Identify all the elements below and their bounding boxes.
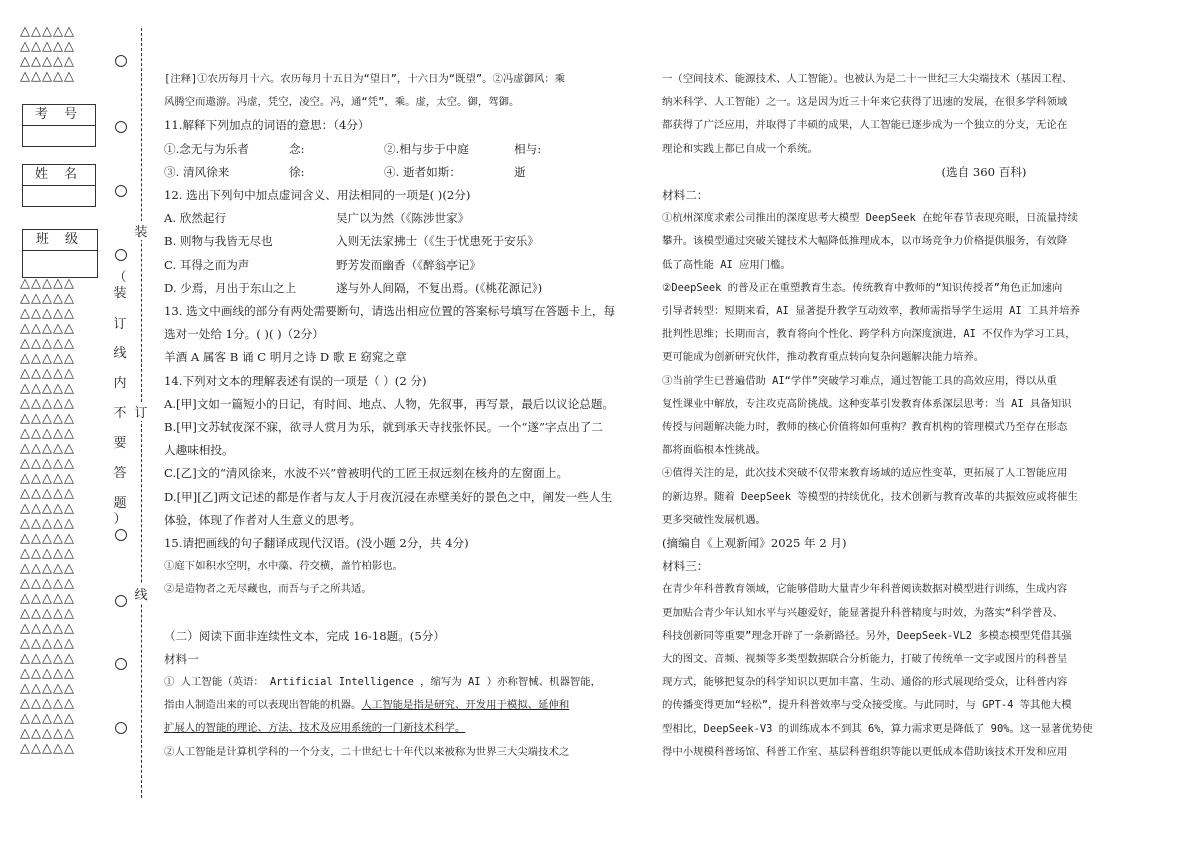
underlined-text: 人工智能是指是研究、开发用于模拟、延伸和: [361, 699, 570, 712]
material-2-text: ④值得关注的是，此次技术突破不仅带来教育场域的适应性变革，更拓展了人工智能应用: [662, 467, 1068, 480]
class-box: [22, 229, 98, 278]
notice-char: 不: [113, 406, 127, 421]
class-field[interactable]: [23, 251, 97, 277]
notice-char: 题: [113, 496, 127, 511]
q12-option: [164, 254, 638, 277]
notice-char: 内: [113, 376, 127, 391]
material-1-text: ① 人工智能（英语： Artificial Intelligence ，缩写为 AI ）亦称智械、机器智能，: [164, 676, 602, 689]
material-2-text: 攀升。该模型通过突破关键技术大幅降低推理成本，以市场竞争力价格提供服务，有效降: [662, 235, 1068, 248]
notice-char: 答: [113, 466, 127, 481]
q14-option: D.[甲][乙]两文记述的都是作者与友人于月夜沉浸在赤壁美好的景色之中，阐发一些人生: [164, 489, 613, 504]
exam-number-box: [22, 104, 96, 147]
spacer: [164, 602, 638, 625]
binding-hole: [115, 55, 127, 67]
q14-option: 人趣味相投。: [164, 443, 234, 458]
material-2-text: 更多突破性发展机遇。: [662, 513, 766, 526]
q14-option: B.[甲]文苏轼夜深不寐，欲寻人赏月为乐，就到承天寺找张怀民。一个“遂”字点出了二: [164, 420, 603, 435]
material-3-text: 大的图文、音频、视频等多类型数据联合分析能力，打破了传统单一文字或图片的科普呈: [662, 653, 1068, 666]
notice-char: 线: [113, 346, 127, 361]
notice-char: 装: [113, 286, 127, 301]
q11-item: ①.念无与为乐者: [164, 141, 249, 156]
question-14: 14.下列对文本的理解表述有误的一项是（ ）(2 分): [164, 373, 427, 388]
class-label: 班 级: [23, 230, 97, 251]
material-3-text: 科技创新同等重要”理念开辟了一条新路径。另外，DeepSeek-VL2 多模态模型凭借其强: [662, 629, 1072, 642]
q14-option: 体验，体现了作者对人生意义的思考。: [164, 512, 362, 527]
question-11: 11.解释下列加点的词语的意思：（4分）: [164, 118, 370, 133]
question-12: 12. 选出下列句中加点虚词含义、用法相同的一项是( )(2分): [164, 188, 471, 203]
material-2-text: 的新边界。随着 DeepSeek 等模型的持续优化，技术创新与教育改革的共振效应或将催生: [662, 490, 1078, 503]
name-label: 姓 名: [23, 165, 95, 186]
material-2-text: ③当前学生已普遍借助 AI“学伴”突破学习难点，通过智能工具的高效应用，得以从重: [662, 374, 1057, 387]
q15-sentence: ②是造物者之无尽藏也，而吾与子之所共适。: [164, 583, 372, 596]
underlined-text: 扩展人的智能的理论、方法、技术及应用系统的一门新技术科学。: [164, 722, 466, 735]
material-2-text: 引导者转型：短期来看，AI 显著提升教学互动效率，教师需指导学生运用 AI 工具并培养: [662, 305, 1080, 318]
q11-item: ③. 清风徐来: [164, 164, 230, 179]
notice-char: 要: [113, 436, 127, 451]
name-box: [22, 164, 96, 207]
q11-item: 徐:: [289, 164, 305, 179]
material-2-text: 低了高性能 AI 应用门槛。: [662, 258, 791, 271]
material-1-text: 理论和实践上都已自成一个系统。: [662, 142, 818, 155]
q11-row: [164, 161, 638, 184]
binding-hole: [115, 595, 127, 607]
q12-option: [164, 277, 638, 300]
q14-option: C.[乙]文的“清风徐来，水波不兴”曾被明代的工匠王叔远刻在核舟的左窗面上。: [164, 466, 569, 481]
material-2-text: 都将面临根本性挑战。: [662, 444, 766, 457]
option-label: C. 耳得之而为声: [164, 257, 250, 272]
note-line: 风腾空而遨游。冯虚，凭空，凌空。冯，通“凭”，乘。虚，太空。御，驾御。: [164, 96, 520, 109]
notice-char: 订: [113, 317, 127, 332]
material-1-text: [164, 694, 638, 717]
question-13: 13. 选文中画线的部分有两处需要断句，请选出相应位置的答案标号填写在答题卡上，每: [164, 304, 616, 319]
material-2-text: 复性课业中解放，专注攻克高阶挑战。这种变革引发教育体系深层思考：当 AI 具备知识: [662, 397, 1072, 410]
binding-hole: [115, 249, 127, 261]
source-note: (摘编自《上观新闻》2025 年 2 月): [662, 536, 847, 551]
material-2-heading: 材料二：: [662, 188, 709, 203]
triangle-pattern-top: △△△△△ △△△△△ △△△△△ △△△△△: [20, 24, 75, 84]
option-label: B. 则物与我皆无尽也: [164, 234, 273, 249]
text-span: 指由人制造出来的可以表现出智能的机器。: [164, 699, 362, 712]
binding-hole: [115, 529, 127, 541]
binding-hole: [115, 722, 127, 734]
material-3-text: 型相比，DeepSeek-V3 的训练成本不到其 6%，算力需求更是降低了 90%。这一显著优势使: [662, 722, 1093, 735]
option-text: 入则无法家拂士（《生于忧患死于安乐》: [336, 234, 539, 249]
exam-number-label: 考 号: [23, 105, 95, 126]
seal-char: 线: [134, 584, 148, 603]
seal-char: 装: [134, 221, 148, 240]
q11-item: 逝: [514, 164, 526, 179]
q12-option: [164, 230, 638, 253]
material-2-text: 传授与问题解决能力时，教师的核心价值将如何重构？教育机构的管理模式乃至存在形态: [662, 421, 1068, 434]
material-3-text: 现方式，能够把复杂的科学知识以更加丰富、生动、通俗的形式展现给受众，让科普内容: [662, 676, 1068, 689]
option-text: 吴广以为然（《陈涉世家》: [336, 211, 470, 226]
material-1-text: 一（空间技术、能源技术、人工智能）。也被认为是二十一世纪三大尖端技术（基因工程、: [662, 73, 1073, 85]
q14-option: A.[甲]文如一篇短小的日记，有时间、地点、人物，先叙事，再写景，最后以议论总题。: [164, 396, 615, 411]
right-column: [662, 68, 1136, 764]
q11-item: ④. 逝者如斯：: [384, 164, 461, 179]
triangle-pattern-bottom: △△△△△ △△△△△ △△△△△ △△△△△ △△△△△ △△△△△ △△△△△ △△△△△ △△△△△ △△△△△ △△△△△ △△△△△ △△△△△ △△△△△ △△△△△ △△△△△ △△△△△ △△△△△ △△△△△ △△△△△ △△△△△ △△△△△ △△△△△ △△△△△ △△△△△ △△△△△ △△△△△ △△△△△ △△△△△ △△△△△ △△△△△ △△△△△: [20, 276, 75, 756]
binding-hole: [115, 185, 127, 197]
option-text: 遂与外人间隔，不复出焉。(《桃花源记》): [336, 280, 543, 295]
q11-item: ②.相与步于中庭: [384, 141, 469, 156]
material-3-text: 的传播变得更加“轻松”，提升科普效率与受众接受度。与此同时，与 GPT-4 等其他大模: [662, 699, 1072, 712]
notice-char: （: [113, 270, 127, 285]
q12-option: [164, 207, 638, 230]
option-label: D. 少焉，月出于东山之上: [164, 280, 297, 295]
q11-item: 相与:: [514, 141, 542, 156]
material-2-text: ②DeepSeek 的普及正在重塑教育生态。传统教育中教师的“知识传授者”角色正加速向: [662, 281, 1063, 294]
material-1-text: ②人工智能是计算机学科的一个分支，二十世纪七十年代以来被称为世界三大尖端技术之: [164, 745, 570, 758]
q11-row: [164, 138, 638, 161]
material-1-text: 都获得了广泛应用，并取得了丰硕的成果，人工智能已逐步成为一个独立的分支，无论在: [662, 119, 1068, 132]
binding-hole: [115, 121, 127, 133]
question-13: 选对一处给 1分。( )( )（2分）: [164, 327, 324, 342]
q11-item: 念:: [289, 141, 305, 156]
material-3-heading: 材料三：: [662, 559, 709, 574]
binding-hole: [115, 658, 127, 670]
exam-number-field[interactable]: [23, 126, 95, 146]
material-1-text: 纳米科学、人工智能）之一。这是因为近三十年来它获得了迅速的发展，在很多学科领域: [662, 96, 1068, 109]
left-column: [164, 68, 638, 764]
q15-sentence: ①庭下如积水空明，水中藻、荇交横，盖竹柏影也。: [164, 560, 403, 573]
material-2-text: 更可能成为创新研究伙伴，推动教育重点转向复杂问题解决能力培养。: [662, 351, 985, 364]
note-line: [注释]①农历每月十六。农历每月十五日为“望日”，十六日为“既望”。②冯虚御风：乘: [164, 73, 566, 85]
material-2-text: 批判性思维；长期而言，教育将向个性化、跨学科方向深度演进，AI 不仅作为学习工具，: [662, 328, 1076, 341]
source-note: (选自 360 百科): [941, 164, 1027, 179]
material-2-text: ①杭州深度求索公司推出的深度思考大模型 DeepSeek 在蛇年春节表现亮眼，日流量持续: [662, 212, 1078, 225]
option-text: 野芳发而幽香（《醉翁亭记》: [336, 257, 481, 272]
section-2-heading: （二）阅读下面非连续性文本，完成 16-18题。(5分）: [164, 628, 445, 643]
notice-char: ）: [113, 512, 127, 527]
material-1-heading: 材料一: [164, 651, 199, 666]
material-3-text: 更加贴合青少年认知水平与兴趣爱好，能显著提升科普精度与时效，为落实“科学普及、: [662, 606, 1064, 619]
name-field[interactable]: [23, 186, 95, 206]
question-13-text: 羊酒 A 属客 B 诵 C 明月之诗 D 歌 E 窈窕之章: [164, 350, 407, 365]
material-3-text: 在青少年科普教育领域，它能够借助大量青少年科普阅读数据对模型进行训练，生成内容: [662, 583, 1068, 596]
option-label: A. 欣然起行: [164, 211, 227, 226]
question-15: 15.请把画线的句子翻译成现代汉语。(没小题 2分，共 4分): [164, 536, 469, 551]
material-3-text: 得中小规模科普场馆、科普工作室、基层科普组织等能以更低成本借助该技术开发和应用: [662, 745, 1068, 758]
seal-char: 订: [134, 402, 148, 421]
